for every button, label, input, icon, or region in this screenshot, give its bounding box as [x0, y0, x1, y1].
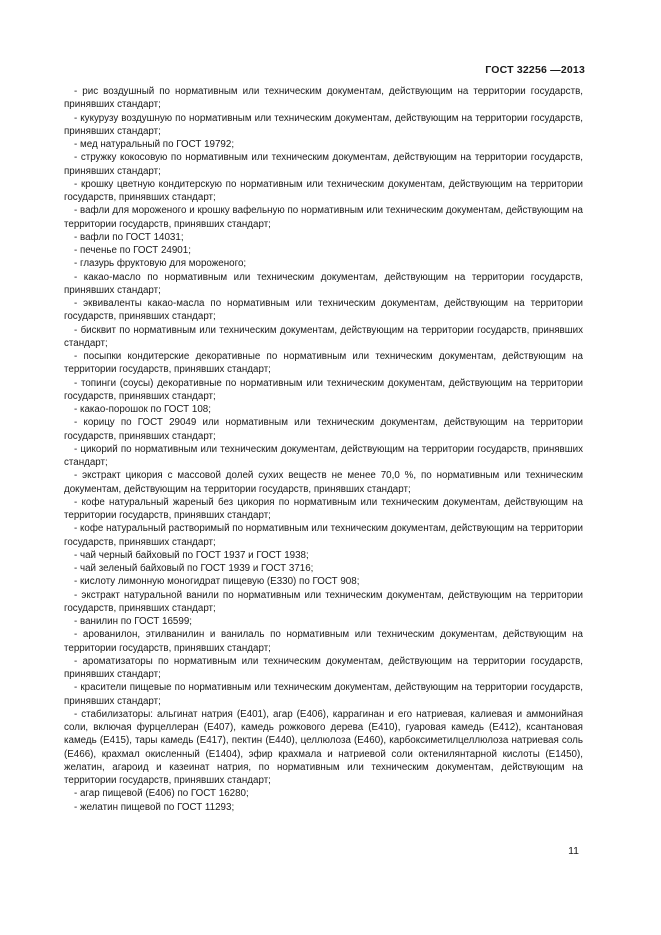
page-number: 11 [568, 845, 579, 857]
list-item: - стружку кокосовую по нормативным или техническим документам, действующим на территории государств, принявших стандарт; [64, 152, 583, 177]
list-item: - стабилизаторы: альгинат натрия (Е401), агар (Е406), каррагинан и его натриевая, калиевая и аммонийная соли, включая фурцеллеран (Е407), камедь рожкового дерева (Е410), гуаровая камедь (Е412), ксантановая камедь (Е415), тары камедь (Е417), пектин (Е440), целлюлоза (Е460), карбоксиметилцеллюлоза натриевая соль (Е466), крахмал окисленный (Е1404), эфир крахмала и натриевой соли октенилянтарной кислоты (Е1450), желатин, агароид и казеинат натрия, по нормативным или техническим документам, действующим на территории государств, принявших стандарт; [64, 708, 583, 786]
list-item: - экстракт натуральной ванили по нормативным или техническим документам, действующим на территории государств, принявших стандарт; [64, 589, 583, 614]
list-item: - топинги (соусы) декоративные по нормативным или техническим документам, действующим на территории государств, принявших стандарт; [64, 377, 583, 402]
list-item: - какао-порошок по ГОСТ 108; [74, 404, 211, 415]
list-item: - вафли для мороженого и крошку вафельную по нормативным или техническим документам, действующим на территории государств, принявших стандарт; [64, 205, 583, 230]
list-item: - бисквит по нормативным или техническим документам, действующим на территории государств, принявших стандарт; [64, 324, 583, 349]
list-item: - посыпки кондитерские декоративные по нормативным или техническим документам, действующим на территории государств, принявших стандарт; [64, 351, 583, 376]
list-item: - чай зеленый байховый по ГОСТ 1939 и ГОСТ 3716; [74, 563, 314, 574]
list-item: - печенье по ГОСТ 24901; [74, 245, 191, 256]
list-item: - глазурь фруктовую для мороженого; [74, 258, 247, 270]
list-item: - арованилон, этилванилин и ванилаль по нормативным или техническим документам, действующим на территории государств, принявших стандарт; [64, 629, 583, 654]
list-item: - мед натуральный по ГОСТ 19792; [74, 139, 235, 150]
list-item: - желатин пищевой по ГОСТ 11293; [74, 801, 235, 813]
list-item: - цикорий по нормативным или техническим документам, действующим на территории государств, принявших стандарт; [64, 443, 583, 468]
list-item: - кукурузу воздушную по нормативным или техническим документам, действующим на территории государств, принявших стандарт; [64, 112, 583, 137]
standard-header: ГОСТ 32256 —2013 [485, 64, 585, 76]
list-item: - кислоту лимонную моногидрат пищевую (Е330) по ГОСТ 908; [74, 576, 360, 588]
list-item: - кофе натуральный растворимый по нормативным или техническим документам, действующим на территории государств, принявших стандарт; [64, 523, 583, 548]
list-item: - чай черный байховый по ГОСТ 1937 и ГОСТ 1938; [74, 549, 309, 561]
list-item: - ароматизаторы по нормативным или техническим документам, действующим на территории государств, принявших стандарт; [64, 655, 583, 680]
list-item: - ванилин по ГОСТ 16599; [74, 616, 193, 627]
list-item: - эквиваленты какао-масла по нормативным или техническим документам, действующим на территории государств, принявших стандарт; [64, 298, 583, 323]
list-item: - экстракт цикория с массовой долей сухих веществ не менее 70,0 %, по нормативным или техническим документам, действующим на территории государств, принявших стандарт; [64, 470, 583, 495]
list-item: - рис воздушный по нормативным или техническим документам, действующим на территории государств, принявших стандарт; [64, 86, 583, 111]
list-item: - кофе натуральный жареный без цикория по нормативным или техническим документам, действующим на территории государств, принявших стандарт; [64, 496, 583, 521]
list-item: - какао-масло по нормативным или техническим документам, действующим на территории государств, принявших стандарт; [64, 271, 583, 296]
list-item: - вафли по ГОСТ 14031; [74, 231, 184, 243]
list-item: - крошку цветную кондитерскую по нормативным или техническим документам, действующим на территории государств, принявших стандарт; [64, 178, 583, 203]
requirements-list [64, 85, 583, 814]
list-item: - красители пищевые по нормативным или техническим документам, действующим на территории государств, принявших стандарт; [64, 682, 583, 707]
list-item: - агар пищевой (Е406) по ГОСТ 16280; [74, 788, 249, 800]
list-item: - корицу по ГОСТ 29049 или нормативным или техническим документам, действующим на территории государств, принявших стандарт; [64, 417, 583, 442]
